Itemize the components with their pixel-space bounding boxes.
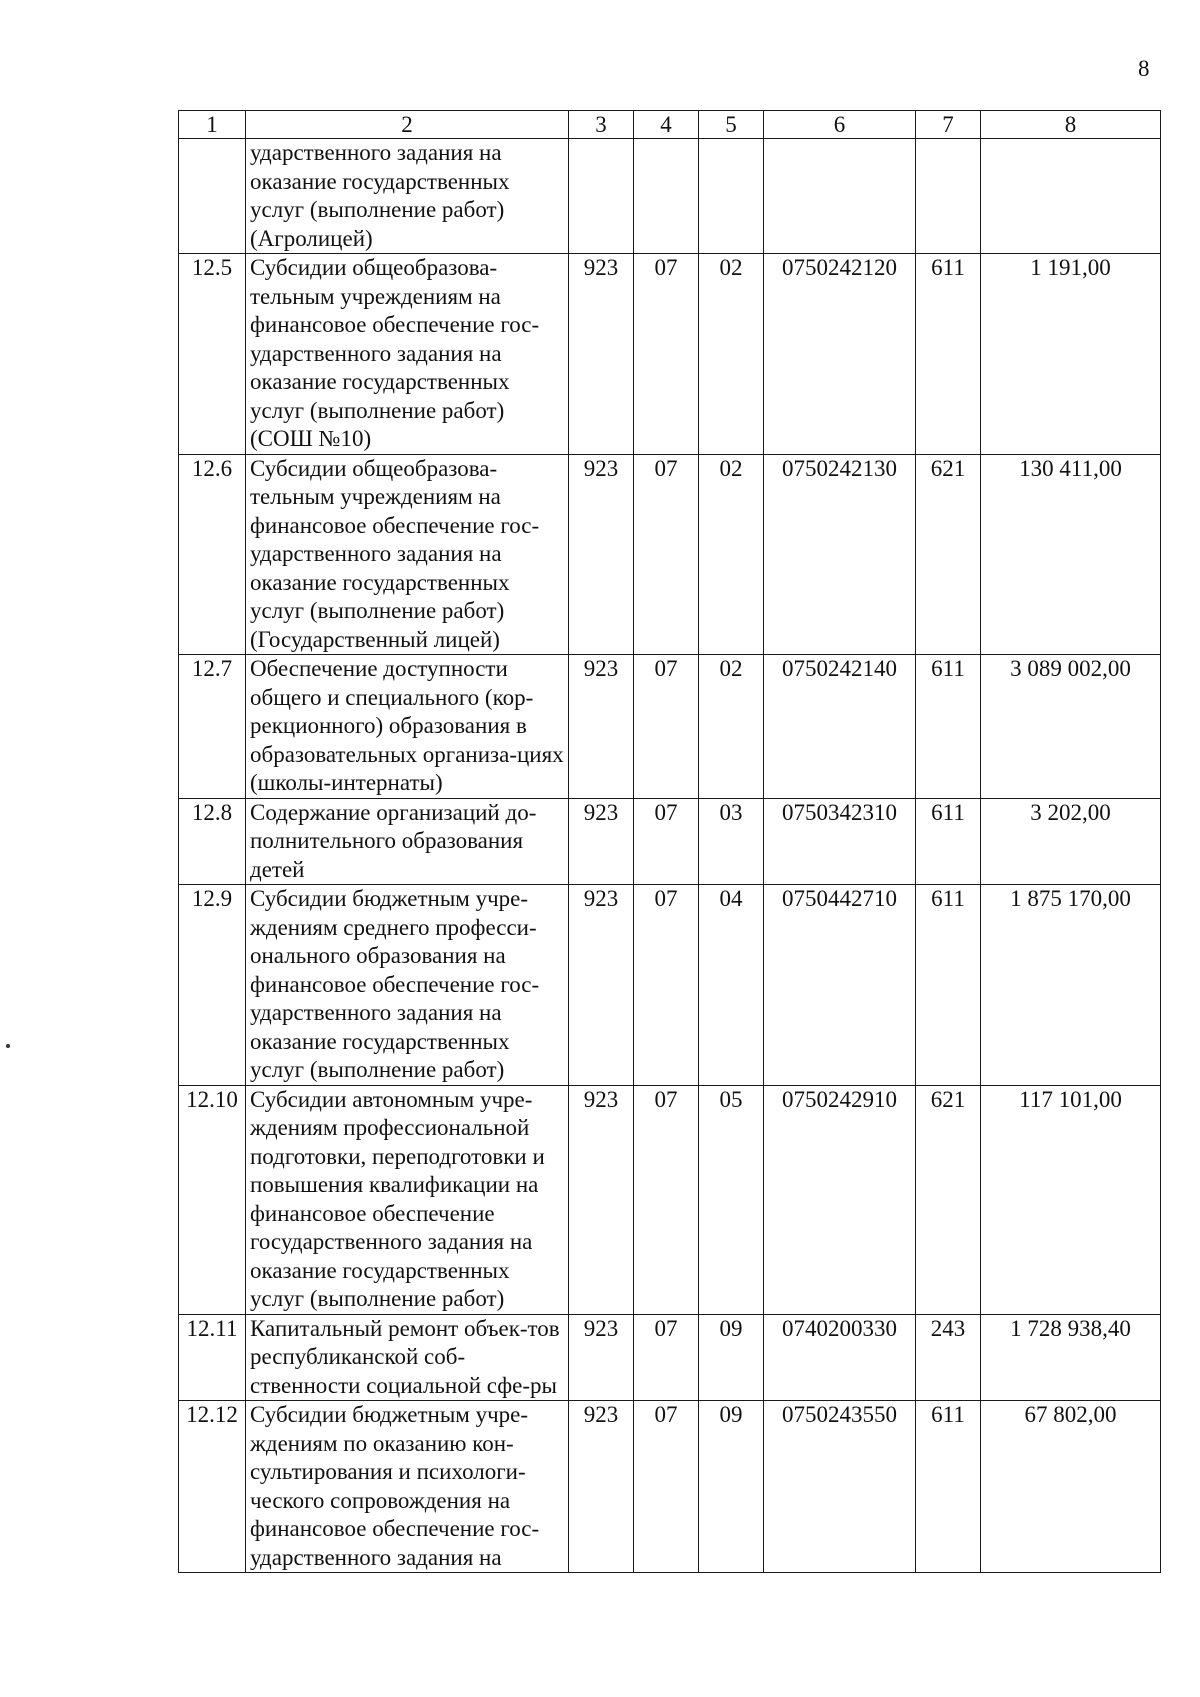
col4-cell: 07 bbox=[634, 254, 699, 455]
header-cell: 2 bbox=[246, 111, 569, 139]
header-cell: 3 bbox=[569, 111, 634, 139]
row-description: Капитальный ремонт объек-тов республиканской соб-ственности социальной сфе-ры bbox=[246, 1314, 569, 1401]
col3-cell: 923 bbox=[569, 1085, 634, 1314]
amount-cell: 3 202,00 bbox=[981, 798, 1161, 885]
row-description: Обеспечение доступности общего и специального (кор-рекционного) образования в образовательных организа-циях (школы-интернаты) bbox=[246, 655, 569, 799]
col5-cell: 04 bbox=[699, 885, 764, 1086]
col5-cell: 02 bbox=[699, 454, 764, 655]
table-header bbox=[179, 111, 1161, 139]
page-number: 8 bbox=[1138, 56, 1150, 81]
amount-cell: 1 728 938,40 bbox=[981, 1314, 1161, 1401]
col6-cell: 0750243550 bbox=[764, 1401, 916, 1573]
row-number: 12.12 bbox=[179, 1401, 246, 1573]
col4-cell: 07 bbox=[634, 454, 699, 655]
amount-cell bbox=[981, 139, 1161, 254]
col6-cell bbox=[764, 139, 916, 254]
row-number bbox=[179, 139, 246, 254]
col5-cell: 09 bbox=[699, 1401, 764, 1573]
row-description: Субсидии общеобразова-тельным учреждениям на финансовое обеспечение гос-ударственного задания на оказание государственных услуг (выполнение работ) (СОШ №10) bbox=[246, 254, 569, 455]
col3-cell: 923 bbox=[569, 454, 634, 655]
amount-cell: 117 101,00 bbox=[981, 1085, 1161, 1314]
col4-cell: 07 bbox=[634, 798, 699, 885]
budget-table bbox=[178, 110, 1161, 1573]
header-cell: 1 bbox=[179, 111, 246, 139]
table-row bbox=[179, 254, 1161, 455]
table-row bbox=[179, 885, 1161, 1086]
amount-cell: 1 875 170,00 bbox=[981, 885, 1161, 1086]
table-row bbox=[179, 1085, 1161, 1314]
header-cell: 8 bbox=[981, 111, 1161, 139]
row-number: 12.11 bbox=[179, 1314, 246, 1401]
row-description: Субсидии автономным учре-ждениям профессиональной подготовки, переподготовки и повышения квалификации на финансовое обеспечение государственного задания на оказание государственных услуг (выполнение работ) bbox=[246, 1085, 569, 1314]
col5-cell bbox=[699, 139, 764, 254]
col7-cell: 611 bbox=[916, 1401, 981, 1573]
col6-cell: 0750242130 bbox=[764, 454, 916, 655]
col4-cell: 07 bbox=[634, 655, 699, 799]
row-number: 12.7 bbox=[179, 655, 246, 799]
col5-cell: 09 bbox=[699, 1314, 764, 1401]
table-body bbox=[179, 139, 1161, 1573]
table-row bbox=[179, 655, 1161, 799]
row-description: Содержание организаций до-полнительного образования детей bbox=[246, 798, 569, 885]
col7-cell: 621 bbox=[916, 454, 981, 655]
row-number: 12.6 bbox=[179, 454, 246, 655]
col3-cell: 923 bbox=[569, 885, 634, 1086]
col7-cell: 611 bbox=[916, 655, 981, 799]
col4-cell: 07 bbox=[634, 1401, 699, 1573]
col7-cell: 611 bbox=[916, 885, 981, 1086]
col7-cell: 243 bbox=[916, 1314, 981, 1401]
row-description: Субсидии бюджетным учре-ждениям по оказанию кон-сультирования и психологи-ческого сопровождения на финансовое обеспечение гос-ударственного задания на bbox=[246, 1401, 569, 1573]
row-number: 12.9 bbox=[179, 885, 246, 1086]
col4-cell bbox=[634, 139, 699, 254]
row-number: 12.5 bbox=[179, 254, 246, 455]
col3-cell bbox=[569, 139, 634, 254]
col5-cell: 02 bbox=[699, 254, 764, 455]
amount-cell: 130 411,00 bbox=[981, 454, 1161, 655]
table-row bbox=[179, 1401, 1161, 1573]
row-description: Субсидии общеобразова-тельным учреждениям на финансовое обеспечение гос-ударственного задания на оказание государственных услуг (выполнение работ) (Государственный лицей) bbox=[246, 454, 569, 655]
row-description: Субсидии бюджетным учре-ждениям среднего професси-онального образования на финансовое обеспечение гос-ударственного задания на оказание государственных услуг (выполнение работ) bbox=[246, 885, 569, 1086]
col6-cell: 0750342310 bbox=[764, 798, 916, 885]
row-number: 12.10 bbox=[179, 1085, 246, 1314]
col5-cell: 02 bbox=[699, 655, 764, 799]
col6-cell: 0750242120 bbox=[764, 254, 916, 455]
header-row bbox=[179, 111, 1161, 139]
col6-cell: 0750442710 bbox=[764, 885, 916, 1086]
col6-cell: 0750242140 bbox=[764, 655, 916, 799]
col6-cell: 0740200330 bbox=[764, 1314, 916, 1401]
table-row bbox=[179, 139, 1161, 254]
scan-speck bbox=[6, 1044, 10, 1048]
col7-cell: 611 bbox=[916, 254, 981, 455]
header-cell: 7 bbox=[916, 111, 981, 139]
col7-cell: 611 bbox=[916, 798, 981, 885]
col3-cell: 923 bbox=[569, 1401, 634, 1573]
header-cell: 6 bbox=[764, 111, 916, 139]
col3-cell: 923 bbox=[569, 798, 634, 885]
col7-cell: 621 bbox=[916, 1085, 981, 1314]
col3-cell: 923 bbox=[569, 1314, 634, 1401]
col3-cell: 923 bbox=[569, 655, 634, 799]
col4-cell: 07 bbox=[634, 885, 699, 1086]
col5-cell: 03 bbox=[699, 798, 764, 885]
header-cell: 5 bbox=[699, 111, 764, 139]
amount-cell: 1 191,00 bbox=[981, 254, 1161, 455]
col5-cell: 05 bbox=[699, 1085, 764, 1314]
table-row bbox=[179, 1314, 1161, 1401]
table-row bbox=[179, 454, 1161, 655]
col6-cell: 0750242910 bbox=[764, 1085, 916, 1314]
amount-cell: 3 089 002,00 bbox=[981, 655, 1161, 799]
col4-cell: 07 bbox=[634, 1085, 699, 1314]
table-row bbox=[179, 798, 1161, 885]
col4-cell: 07 bbox=[634, 1314, 699, 1401]
col7-cell bbox=[916, 139, 981, 254]
row-number: 12.8 bbox=[179, 798, 246, 885]
col3-cell: 923 bbox=[569, 254, 634, 455]
header-cell: 4 bbox=[634, 111, 699, 139]
amount-cell: 67 802,00 bbox=[981, 1401, 1161, 1573]
row-description: ударственного задания на оказание государственных услуг (выполнение работ) (Агролицей) bbox=[246, 139, 569, 254]
